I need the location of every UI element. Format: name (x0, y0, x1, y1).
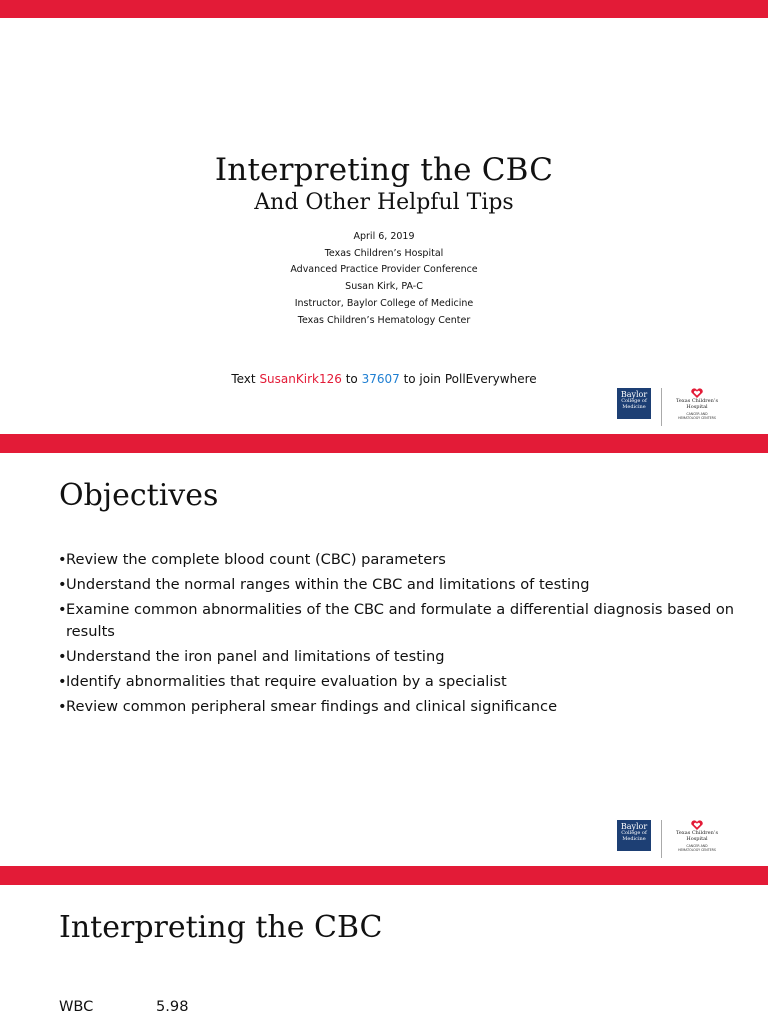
objective-item (58, 696, 738, 718)
bcm-line3: Medicine (622, 835, 646, 842)
bullet-dot: • (58, 576, 67, 593)
lab-label: WBC (59, 998, 94, 1015)
objectives-heading: Objectives (59, 478, 219, 513)
slide2-logos (617, 820, 727, 860)
objective-text: Review the complete blood count (CBC) parameters (66, 551, 446, 568)
objective-item (58, 646, 738, 668)
baylor-logo (617, 820, 651, 851)
presenter-role: Instructor, Baylor College of Medicine (294, 297, 474, 309)
tch-sub-line2: HEMATOLOGY CENTERS (678, 848, 716, 852)
bcm-line1: Baylor (620, 390, 648, 399)
bcm-line1: Baylor (620, 822, 648, 831)
tch-sub-line1: CANCER AND (686, 412, 708, 416)
poll-middle: to (341, 372, 362, 386)
tch-name-line2: Hospital (686, 403, 708, 410)
slide-title: Interpreting the CBC (214, 152, 554, 188)
objective-text: Understand the iron panel and limitations of testing (66, 647, 445, 665)
tch-logo (667, 388, 727, 426)
bullet-dot: • (58, 672, 67, 690)
tch-name-line2: Hospital (686, 835, 708, 842)
objectives-list (58, 549, 738, 721)
divider-red-bar-1 (0, 434, 768, 453)
objective-item (58, 549, 738, 571)
presenter-name: Susan Kirk, PA-C (345, 281, 423, 293)
objective-item (58, 574, 738, 596)
poll-instructions (0, 372, 768, 386)
bcm-line2: College of (621, 830, 647, 836)
poll-prefix: Text (231, 372, 260, 386)
presentation-details (0, 229, 768, 329)
logo-divider (661, 820, 662, 858)
bullet-dot: • (58, 647, 67, 665)
tch-name-line1: Texas Children’s (675, 398, 719, 404)
bullet-dot: • (58, 601, 67, 618)
slide-subtitle: And Other Helpful Tips (254, 190, 514, 215)
logo-divider (661, 388, 662, 426)
bullet-dot: • (58, 697, 67, 715)
bcm-line3: Medicine (622, 403, 646, 410)
top-red-bar (0, 0, 768, 18)
poll-suffix: to join PollEverywhere (399, 372, 537, 386)
bullet-dot: • (58, 551, 67, 568)
tch-name-line1: Texas Children’s (675, 830, 719, 836)
presentation-date: April 6, 2019 (353, 231, 415, 242)
lab-value: 5.98 (156, 998, 189, 1015)
objective-item (58, 599, 738, 642)
divider-red-bar-2 (0, 866, 768, 885)
objectives-slide (0, 453, 768, 866)
presenter-center: Texas Children’s Hematology Center (297, 314, 471, 326)
bcm-line2: College of (621, 398, 647, 404)
tch-sub-line1: CANCER AND (686, 844, 708, 848)
slide1-logos (617, 388, 727, 428)
interpreting-slide (0, 885, 768, 1024)
objective-text: Review common peripheral smear findings and clinical significance (66, 697, 558, 715)
objective-text: Examine common abnormalities of the CBC and formulate a differential diagnosis based on results (66, 601, 735, 640)
conference-name: Advanced Practice Provider Conference (290, 264, 478, 276)
poll-code: SusanKirk126 (259, 372, 342, 386)
poll-number: 37607 (361, 372, 400, 386)
title-slide (0, 18, 768, 434)
objective-item (58, 671, 738, 693)
tch-sub-line2: HEMATOLOGY CENTERS (678, 416, 716, 420)
baylor-logo (617, 388, 651, 419)
hospital-name: Texas Children’s Hospital (324, 247, 444, 259)
objective-text: Identify abnormalities that require evaluation by a specialist (66, 672, 507, 690)
interpreting-heading: Interpreting the CBC (59, 910, 383, 945)
objective-text: Understand the normal ranges within the CBC and limitations of testing (66, 576, 590, 593)
tch-logo (667, 820, 727, 858)
